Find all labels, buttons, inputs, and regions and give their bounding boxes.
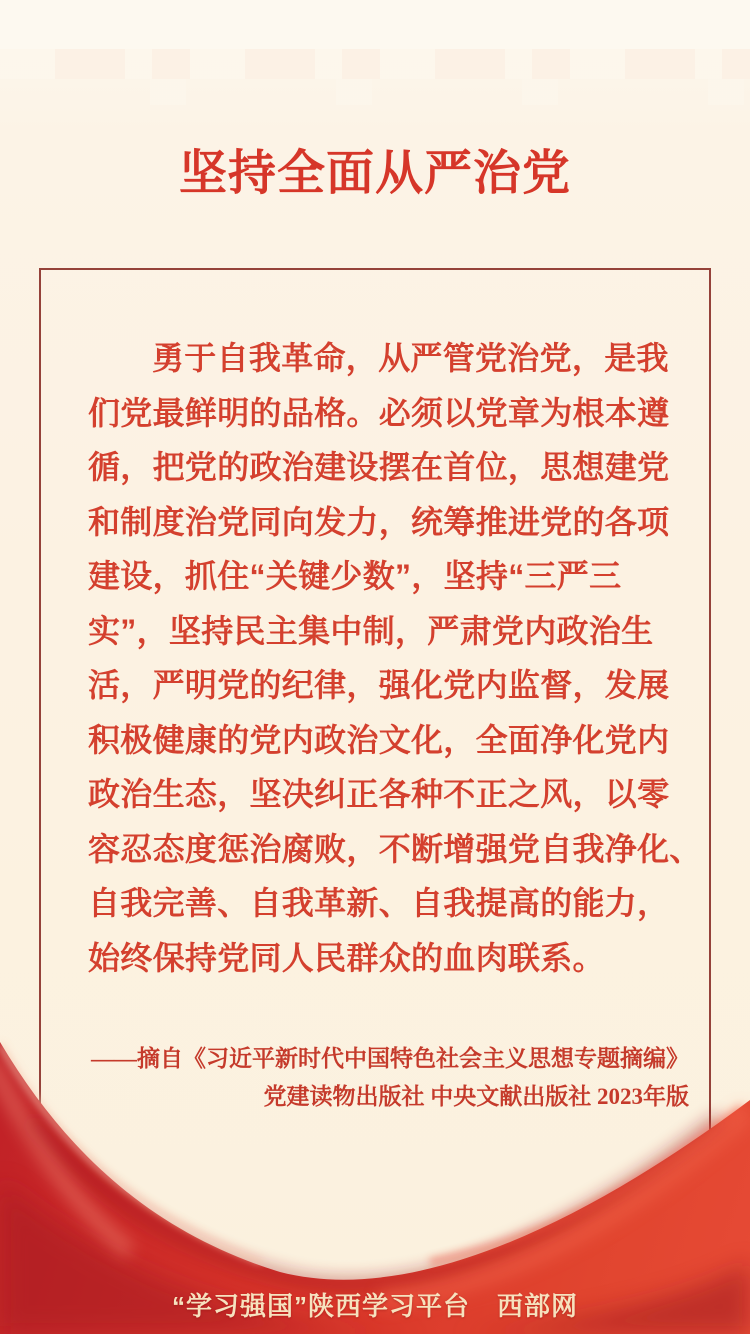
quote-line: 建设，抓住“关键少数”，坚持“三严三	[88, 558, 622, 594]
quote-line: 始终保持党同人民群众的血肉联系。	[88, 939, 605, 976]
quote-line: 政治生态，坚决纠正各种不正之风，以零	[88, 776, 670, 812]
attribution-source: ——摘自《习近平新时代中国特色社会主义思想专题摘编》	[91, 1046, 689, 1071]
quote-line: 积极健康的党内政治文化，全面净化党内	[88, 721, 670, 758]
skyline-pattern-tabs	[0, 79, 750, 105]
top-light-band	[0, 0, 750, 49]
quote-paragraph	[88, 331, 702, 985]
quote-line: 活，严明党的纪律，强化党内监督，发展	[88, 667, 670, 703]
quote-line: 们党最鲜明的品格。必须以党章为根本遵	[88, 394, 670, 431]
quote-line: 实”，坚持民主集中制，严肃党内政治生	[88, 612, 654, 649]
platform-credit: “学习强国”陕西学习平台 西部网	[171, 1291, 578, 1321]
attribution-publisher: 党建读物出版社 中央文献出版社 2023年版	[263, 1084, 689, 1109]
page-title: 坚持全面从严治党	[178, 147, 571, 200]
red-silk-wave	[0, 1000, 750, 1334]
skyline-pattern-band	[0, 49, 750, 79]
quote-line: 循，把党的政治建设摆在首位，思想建党	[88, 449, 670, 485]
quote-line: 自我完善、自我革新、自我提高的能力，	[88, 885, 670, 921]
quote-line: 容忍态度惩治腐败，不断增强党自我净化、	[88, 830, 702, 867]
quote-line: 和制度治党同向发力，统筹推进党的各项	[88, 503, 670, 540]
quote-line: 勇于自我革命，从严管党治党，是我	[152, 340, 669, 376]
